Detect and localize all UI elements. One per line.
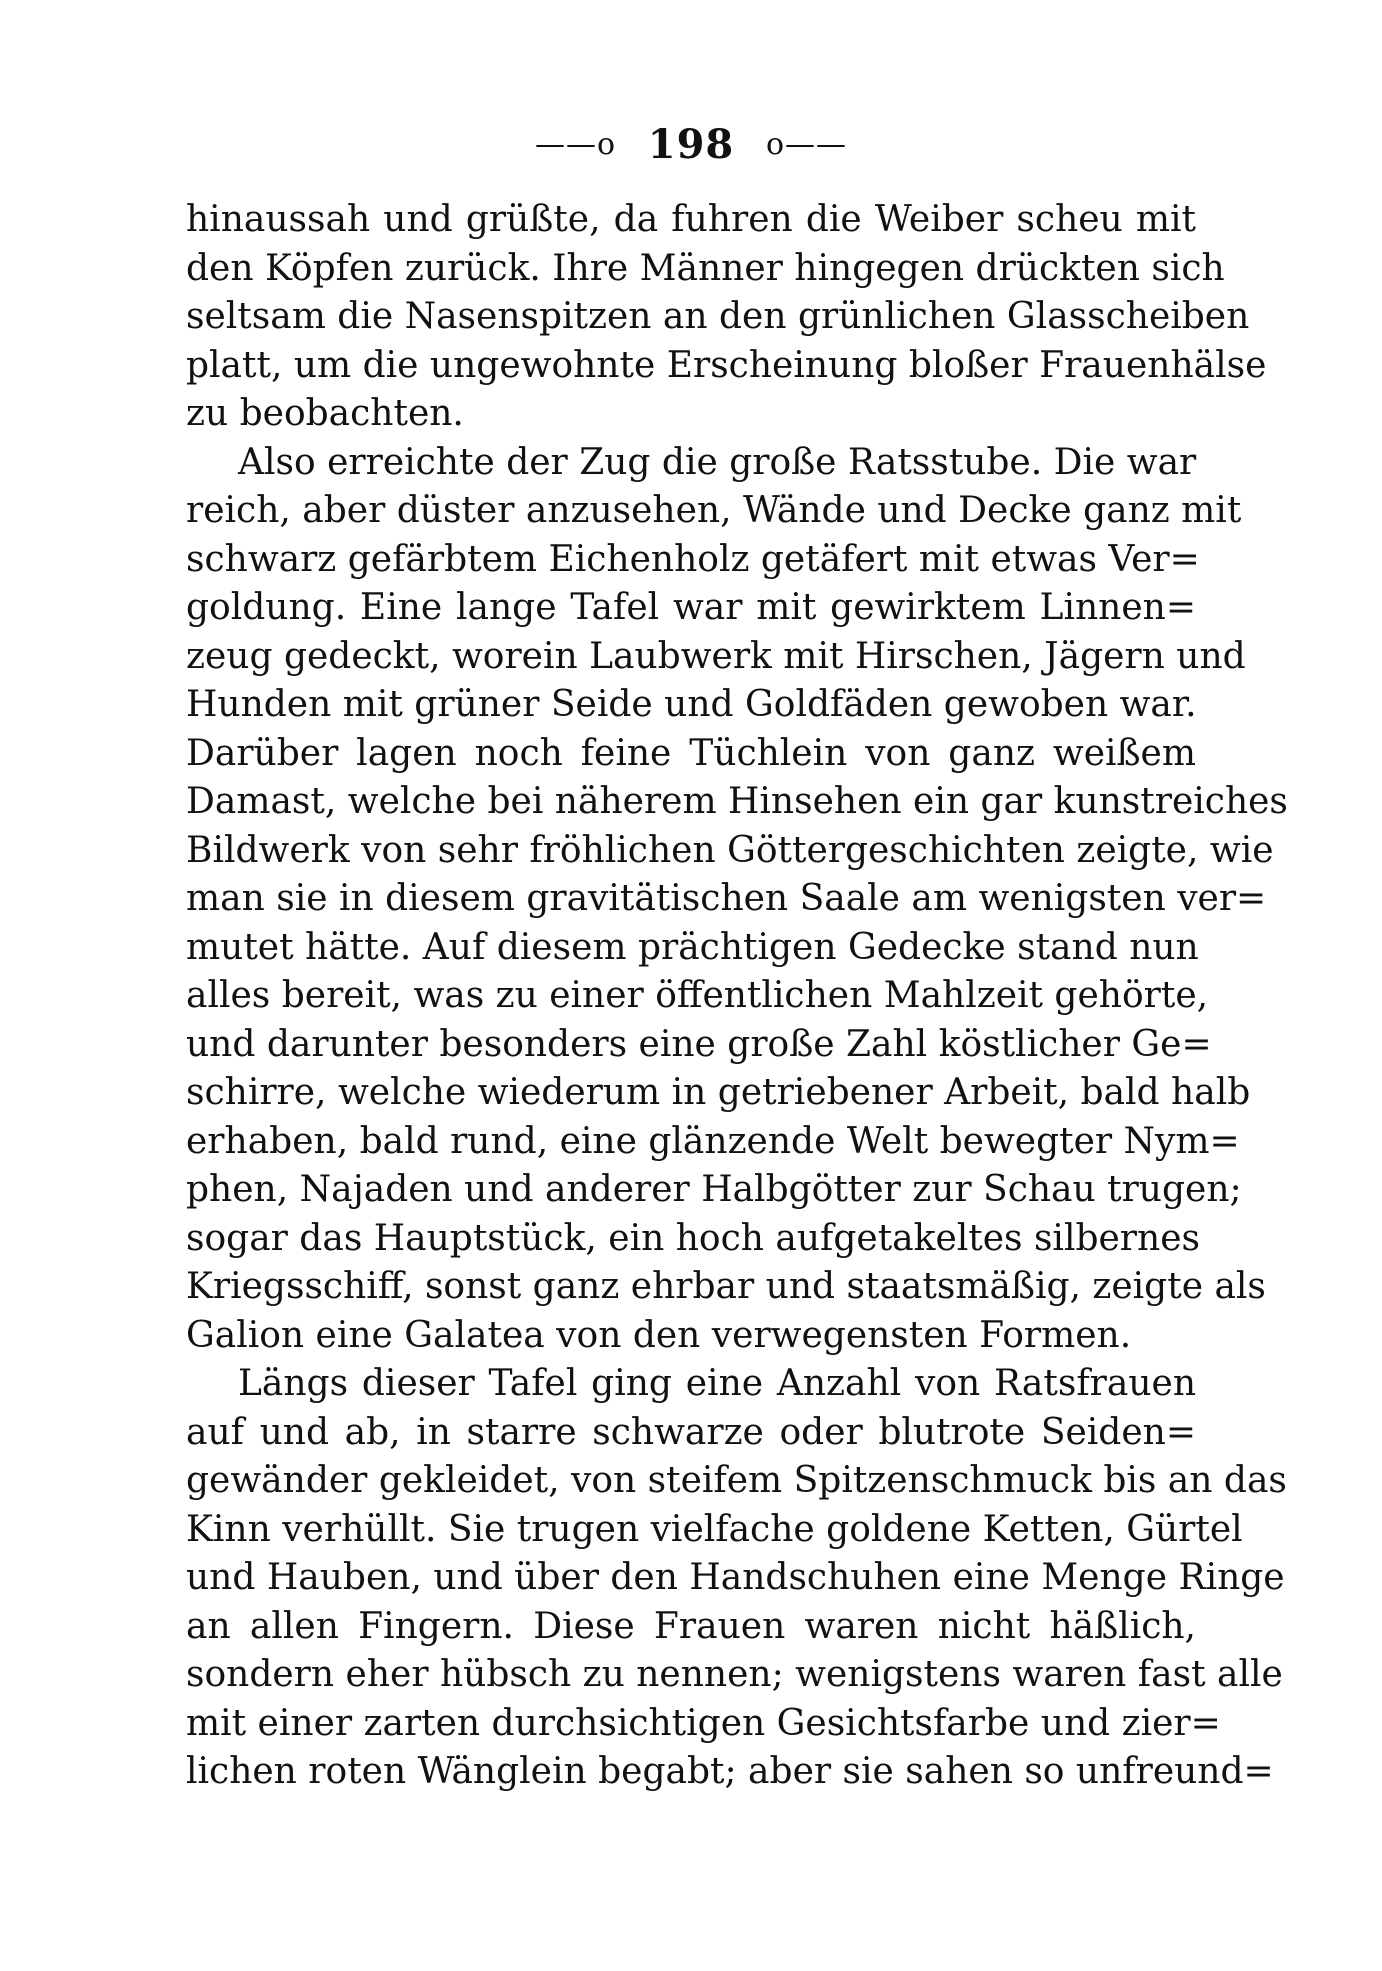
body-text xyxy=(186,196,1288,1797)
text-line: man sie in diesem gravitätischen Saale am wenigsten ver= xyxy=(186,878,1267,919)
text-line: Also erreichte der Zug die große Ratsstube. Die war xyxy=(238,441,1197,483)
paragraph-1 xyxy=(186,196,1267,439)
text-line: seltsam die Nasenspitzen an den grünlichen Glasscheiben xyxy=(186,296,1250,337)
text-line: Galion eine Galatea von den verwegensten Formen. xyxy=(186,1314,1132,1356)
text-line: Kriegsschiff, sonst ganz ehrbar und staatsmäßig, zeigte als xyxy=(186,1266,1266,1307)
text-line: platt, um die ungewohnte Erscheinung bloßer Frauenhälse xyxy=(186,344,1267,386)
text-line: auf und ab, in starre schwarze oder blutrote Seiden= xyxy=(186,1411,1196,1453)
text-line: Darüber lagen noch feine Tüchlein von ganz weißem xyxy=(186,732,1196,774)
text-line: den Köpfen zurück. Ihre Männer hingegen drückten sich xyxy=(186,247,1225,289)
page-header xyxy=(0,118,1382,169)
text-line: Bildwerk von sehr fröhlichen Göttergeschichten zeigte, wie xyxy=(186,829,1274,871)
text-line: zeug gedeckt, worein Laubwerk mit Hirschen, Jägern und xyxy=(186,635,1246,677)
text-line: mutet hätte. Auf diesem prächtigen Gedecke stand nun xyxy=(186,926,1199,968)
text-line: hinaussah und grüßte, da fuhren die Weiber scheu mit xyxy=(186,199,1196,240)
text-line: phen, Najaden und anderer Halbgötter zur Schau trugen; xyxy=(186,1169,1242,1210)
text-line: schirre, welche wiederum in getriebener Arbeit, bald halb xyxy=(186,1072,1251,1113)
text-line: Kinn verhüllt. Sie trugen vielfache goldene Ketten, Gürtel xyxy=(186,1508,1243,1550)
text-line: Damast, welche bei näherem Hinsehen ein gar kunstreiches xyxy=(186,781,1288,822)
text-line: sondern eher hübsch zu nennen; wenigstens waren fast alle xyxy=(186,1654,1283,1695)
paragraph-2 xyxy=(186,439,1288,1361)
page-number: 198 xyxy=(647,121,735,168)
header-left-ornament: ——o xyxy=(534,127,617,162)
text-line: und darunter besonders eine große Zahl köstlicher Ge= xyxy=(186,1023,1212,1065)
text-line: reich, aber düster anzusehen, Wände und Decke ganz mit xyxy=(186,490,1242,531)
text-line: und Hauben, und über den Handschuhen eine Menge Ringe xyxy=(186,1557,1285,1598)
text-line: mit einer zarten durchsichtigen Gesichtsfarbe und zier= xyxy=(186,1702,1221,1744)
text-line: lichen roten Wänglein begabt; aber sie sahen so unfreund= xyxy=(186,1751,1274,1792)
text-line: alles bereit, was zu einer öffentlichen Mahlzeit gehörte, xyxy=(186,975,1209,1016)
text-line: zu beobachten. xyxy=(186,393,464,434)
text-line: Hunden mit grüner Seide und Goldfäden gewoben war. xyxy=(186,684,1197,725)
text-line: sogar das Hauptstück, ein hoch aufgetakeltes silbernes xyxy=(186,1217,1200,1259)
text-line: gewänder gekleidet, von steifem Spitzenschmuck bis an das xyxy=(186,1460,1287,1501)
text-line: erhaben, bald rund, eine glänzende Welt bewegter Nym= xyxy=(186,1120,1240,1162)
text-line: Längs dieser Tafel ging eine Anzahl von Ratsfrauen xyxy=(238,1363,1196,1404)
header-right-ornament: o—— xyxy=(765,127,848,162)
paragraph-3 xyxy=(186,1360,1287,1797)
text-line: goldung. Eine lange Tafel war mit gewirktem Linnen= xyxy=(186,587,1196,628)
text-line: schwarz gefärbtem Eichenholz getäfert mit etwas Ver= xyxy=(186,538,1200,580)
text-line: an allen Fingern. Diese Frauen waren nicht häßlich, xyxy=(186,1605,1196,1647)
